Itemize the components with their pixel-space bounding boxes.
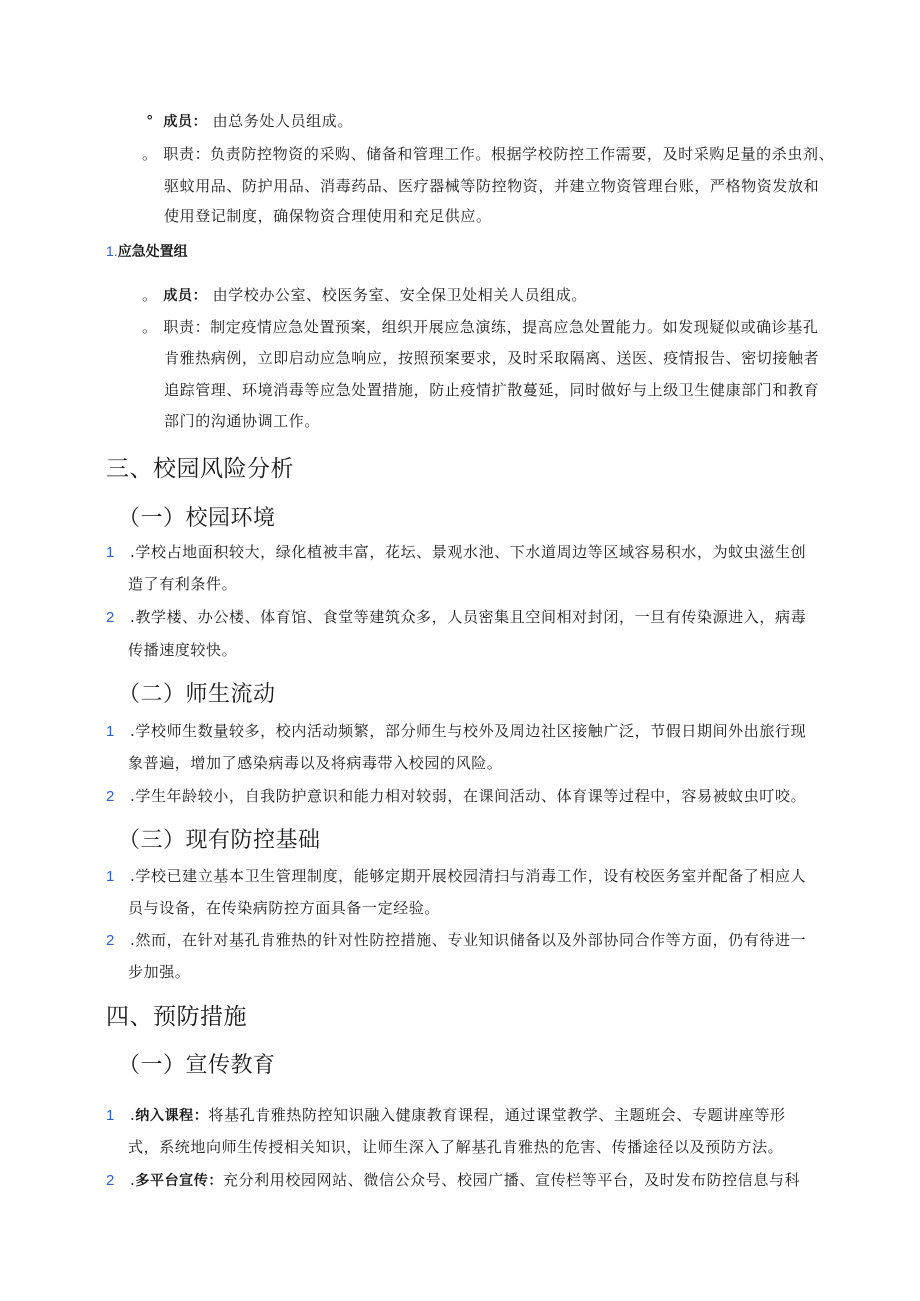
list-number: 1. [106,243,118,259]
duty-text-line: 使用登记制度，确保物资合理使用和充足供应。 [164,207,492,225]
list-item-text: 造了有利条件。 [128,575,238,593]
bullet-marker: 。 [142,145,158,163]
emergency-group-heading [106,241,188,262]
member-row-emergency [142,285,587,306]
list-item-text: .学校师生数量较多，校内活动频繁，部分师生与校外及周边社区接触广泛，节假日期间外出旅行现 [130,722,807,740]
list-item [106,607,806,628]
section-heading-prevention: 四、预防措施 [106,1004,247,1030]
subsection-heading-environment: （一）校园环境 [118,506,276,531]
section-heading-risk-analysis: 三、校园风险分析 [106,456,294,482]
list-item-text: 充分利用校园网站、微信公众号、校园广播、宣传栏等平台，及时发布防控信息与科 [222,1171,801,1189]
list-item-label: 纳入课程： [135,1108,209,1124]
bullet-marker: 。 [142,286,158,304]
duty-row-emergency [142,317,819,337]
member-label: 成员： [163,114,208,130]
duty-text-line: 职责：制定疫情应急处置预案，组织开展应急演练，提高应急处置能力。如发现疑似或确诊基孔 [163,318,819,336]
bullet-marker: ° [146,112,155,130]
list-item [106,1105,786,1126]
list-number: 1 [106,723,115,740]
list-item-text: 员与设备，在传染病防控方面具备一定经验。 [128,899,441,917]
list-item-prefix: . [130,1106,136,1124]
list-item-text: .学生年龄较小，自我防护意识和能力相对较弱，在课间活动、体育课等过程中，容易被蚊虫叮咬。 [130,787,807,805]
list-item [106,866,806,887]
list-number: 2 [106,788,115,805]
list-number: 2 [106,609,115,626]
list-number: 1 [106,868,115,885]
list-item [106,1170,800,1191]
list-item [106,721,806,742]
list-item [106,786,806,807]
list-item-text: .然而，在针对基孔肯雅热的针对性防控措施、专业知识储备以及外部协同合作等方面，仍有待进一 [130,931,807,949]
subsection-heading-publicity: （一）宣传教育 [118,1053,276,1078]
member-label: 成员： [163,288,208,304]
duty-row-logistics [142,144,834,164]
list-number: 2 [106,1172,115,1189]
list-item-text: 式，系统地向师生传授相关知识，让师生深入了解基孔肯雅热的危害、传播途径以及预防方法。 [128,1138,784,1156]
list-item-text: 将基孔肯雅热防控知识融入健康教育课程，通过课堂教学、主题班会、专题讲座等形 [208,1106,786,1124]
subsection-heading-existing-basis: （三）现有防控基础 [118,828,321,853]
duty-text-line: 驱蚊用品、防护用品、消毒药品、医疗器械等防控物资，并建立物资管理台账，严格物资发放和 [164,177,820,195]
list-number: 2 [106,932,115,949]
duty-text-line: 追踪管理、环境消毒等应急处置措施，防止疫情扩散蔓延，同时做好与上级卫生健康部门和教育 [164,381,820,399]
list-item [106,542,806,563]
list-item-text: 传播速度较快。 [128,641,238,659]
duty-text-line: 肯雅热病例，立即启动应急响应，按照预案要求，及时采取隔离、送医、疫情报告、密切接触者 [164,349,820,367]
list-item-label: 多平台宣传： [135,1173,223,1189]
subsection-heading-mobility: （二）师生流动 [118,682,276,707]
bullet-marker: 。 [142,318,158,336]
group-title: 应急处置组 [117,244,188,260]
member-text: 由总务处人员组成。 [212,112,353,130]
list-item-text: 步加强。 [128,963,191,981]
member-row-logistics [146,111,353,132]
list-item-text: .学校已建立基本卫生管理制度，能够定期开展校园清扫与消毒工作，设有校医务室并配备了相应人 [130,867,807,885]
member-text: 由学校办公室、校医务室、安全保卫处相关人员组成。 [212,286,587,304]
duty-text-line: 部门的沟通协调工作。 [164,412,321,430]
list-item-prefix: . [130,1171,136,1189]
list-number: 1 [106,1107,115,1124]
list-number: 1 [106,544,115,561]
list-item-text: .学校占地面积较大，绿化植被丰富，花坛、景观水池、下水道周边等区域容易积水，为蚊虫滋生创 [130,543,807,561]
list-item [106,930,806,951]
duty-text-line: 职责：负责防控物资的采购、储备和管理工作。根据学校防控工作需要，及时采购足量的杀虫剂、 [163,145,835,163]
list-item-text: .教学楼、办公楼、体育馆、食堂等建筑众多，人员密集且空间相对封闭，一旦有传染源进入，病毒 [130,608,807,626]
list-item-text: 象普遍，增加了感染病毒以及将病毒带入校园的风险。 [128,754,503,772]
